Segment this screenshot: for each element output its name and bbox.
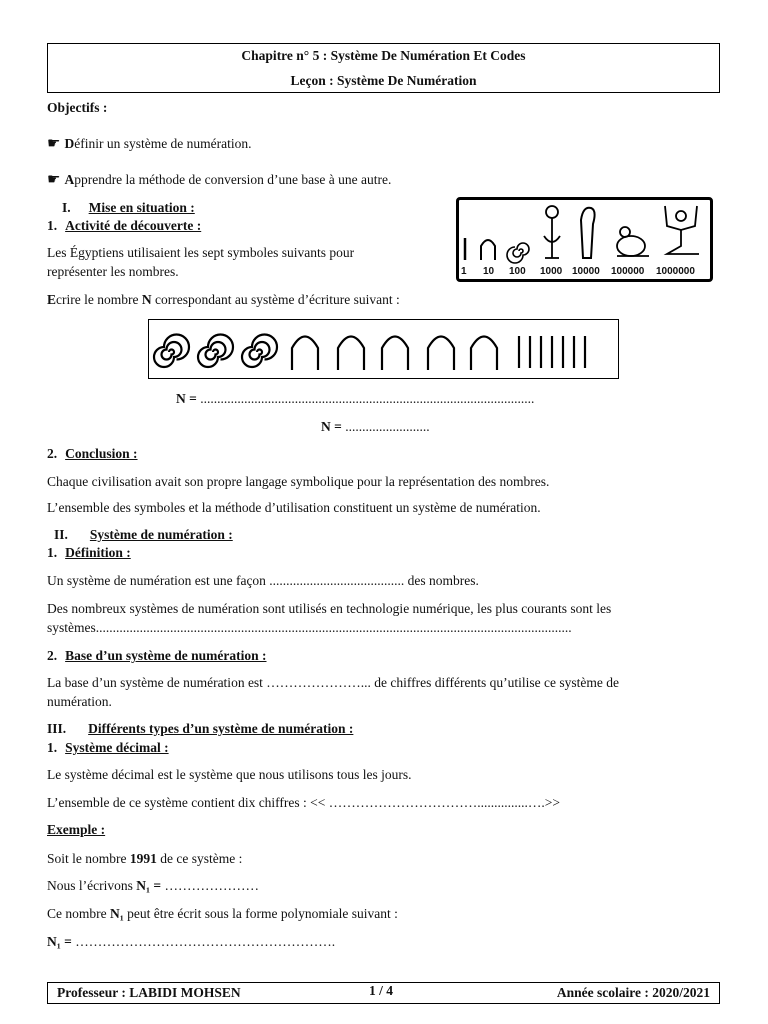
conclusion-text-2: L’ensemble des symboles et la méthode d’utilisation constituent un système de numération. xyxy=(47,500,541,515)
seated-man-symbol-icon xyxy=(665,206,699,254)
hieroglyph-sequence-symbols xyxy=(149,320,618,378)
arch-symbol-icon xyxy=(428,337,454,371)
hieroglyph-label: 1000000 xyxy=(656,266,695,277)
hieroglyph-label: 10000 xyxy=(572,266,600,277)
footer-page-number: 1 / 4 xyxy=(369,983,394,998)
base-heading: 2. Base d’un système de numération : xyxy=(47,648,267,663)
objectif-item-1: ☛ Définir un système de numération. xyxy=(47,134,252,152)
exemple-heading: Exemple : xyxy=(47,822,106,837)
section-1-heading: I. Mise en situation : xyxy=(62,200,195,215)
exemple-text-4: N₁ = …………………………………………………. xyxy=(47,934,336,949)
spiral-symbol-icon xyxy=(242,335,277,368)
exemple-text-3: Ce nombre N₁ peut être écrit sous la forme polynomiale suivant : xyxy=(47,906,398,921)
decimal-text-2: L’ensemble de ce système contient dix chiffres : << ……………………………...............….>> xyxy=(47,795,560,810)
objectif-item-2: ☛ Apprendre la méthode de conversion d’une base à une autre. xyxy=(47,170,392,188)
definition-text-3: systèmes............................................................................................................................................. xyxy=(47,620,572,635)
definition-heading: 1. Définition : xyxy=(47,545,131,560)
activite-heading: 1. Activité de découverte : xyxy=(47,218,202,233)
hieroglyph-label: 100 xyxy=(509,266,526,277)
conclusion-heading: 2. Conclusion : xyxy=(47,446,138,461)
ecrire-instruction: Ecrire le nombre N correspondant au système d’écriture suivant : xyxy=(47,292,400,307)
activite-text-1: Les Égyptiens utilisaient les sept symboles suivants pour xyxy=(47,245,355,260)
arch-symbol-icon xyxy=(481,240,495,260)
hieroglyph-legend xyxy=(456,197,713,282)
spiral-symbol-icon xyxy=(154,335,189,368)
spiral-symbol-icon xyxy=(507,243,529,263)
hieroglyph-number-sequence xyxy=(148,319,619,379)
section-2-heading: II. Système de numération : xyxy=(54,527,233,542)
decimal-text-1: Le système décimal est le système que nous utilisons tous les jours. xyxy=(47,767,412,782)
lesson-title: Leçon : Système De Numération xyxy=(290,73,477,88)
finger-symbol-icon xyxy=(581,208,595,258)
conclusion-text-1: Chaque civilisation avait son propre langage symbolique pour la représentation des nombres. xyxy=(47,474,550,489)
activite-text-2: représenter les nombres. xyxy=(47,264,179,279)
arch-symbol-icon xyxy=(338,337,364,371)
objectifs-title: Objectifs : xyxy=(47,100,108,115)
hieroglyph-label: 10 xyxy=(483,266,495,277)
arch-symbol-icon xyxy=(292,337,318,371)
definition-text-2: Des nombreux systèmes de numération sont utilisés en technologie numérique, les plus courants sont les xyxy=(47,601,612,616)
pointing-hand-icon: ☛ xyxy=(47,170,61,188)
exemple-text-1: Soit le nombre 1991 de ce système : xyxy=(47,851,243,866)
header-box xyxy=(47,43,720,93)
n-answer-line-2: N = ......................... xyxy=(321,419,430,434)
pointing-hand-icon: ☛ xyxy=(47,134,61,152)
spiral-symbol-icon xyxy=(198,335,233,368)
footer-box xyxy=(47,982,720,1004)
base-text-2: numération. xyxy=(47,694,112,709)
base-text-1: La base d’un système de numération est …………………... de chiffres différents qu’utilise ce système de xyxy=(47,675,619,690)
frog-symbol-icon xyxy=(617,227,649,256)
n-answer-line-1: N = ................................................................................................... xyxy=(176,391,535,406)
footer-professor: Professeur : LABIDI MOHSEN xyxy=(57,985,241,1000)
decimal-heading: 1. Système décimal : xyxy=(47,740,169,755)
chapter-title: Chapitre n° 5 : Système De Numération Et Codes xyxy=(241,48,526,63)
section-3-heading: III. Différents types d’un système de numération : xyxy=(47,721,354,736)
footer-school-year: Année scolaire : 2020/2021 xyxy=(556,985,710,1000)
definition-text-1: Un système de numération est une façon ........................................ des nombres. xyxy=(47,573,479,588)
arch-symbol-icon xyxy=(382,337,408,371)
hieroglyph-label: 1 xyxy=(461,266,467,277)
exemple-text-2: Nous l’écrivons N₁ = ………………… xyxy=(47,878,259,893)
hieroglyph-label: 100000 xyxy=(611,266,645,277)
hieroglyph-label: 1000 xyxy=(540,266,563,277)
lotus-symbol-icon xyxy=(544,206,560,258)
arch-symbol-icon xyxy=(471,337,497,371)
